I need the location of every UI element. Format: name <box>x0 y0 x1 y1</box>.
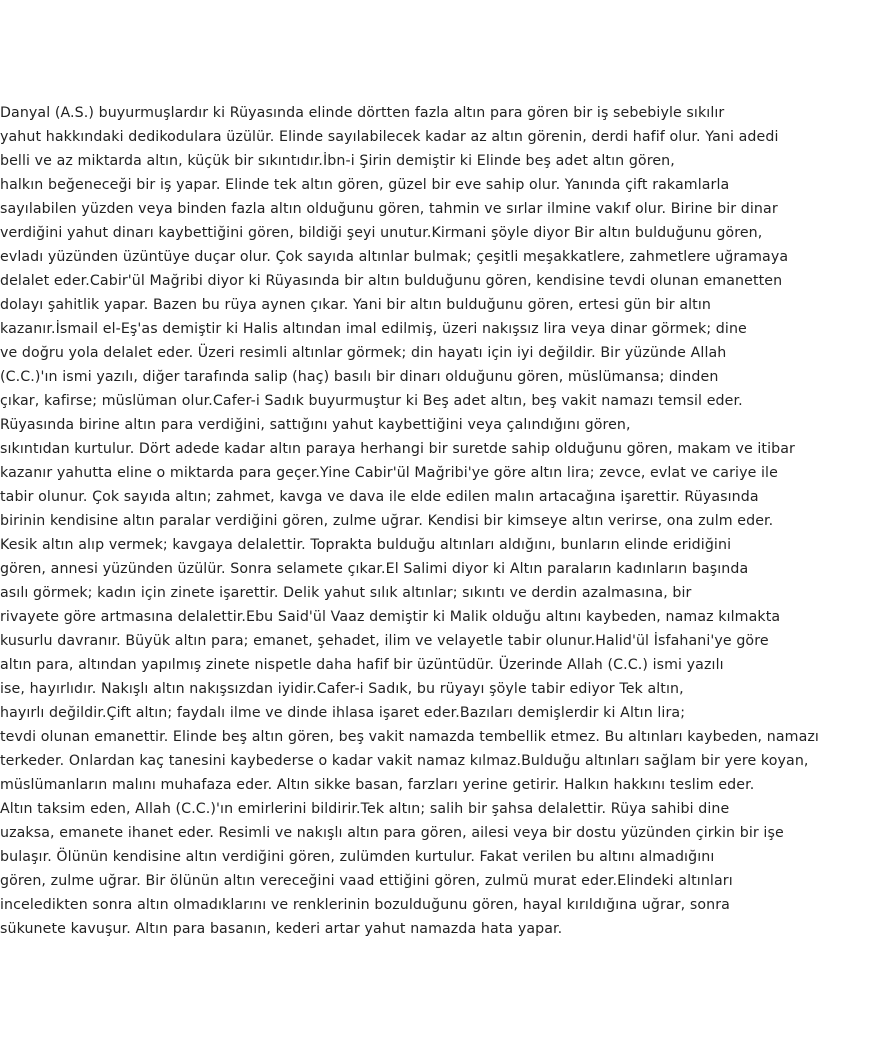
text-line: tevdi olunan emanettir. Elinde beş altın gören, beş vakit namazda tembellik etmez. Bu altınları kaybeden, namazı <box>0 729 819 745</box>
text-line: evladı yüzünden üzüntüye duçar olur. Çok sayıda altınlar bulmak; çeşitli meşakkatlere, zahmetlere uğramaya <box>0 249 789 265</box>
text-line: tabir olunur. Çok sayıda altın; zahmet, kavga ve dava ile elde edilen malın artacağına işarettir. Rüyasında <box>0 489 759 505</box>
text-line: altın para, altından yapılmış zinete nispetle daha hafif bir üzüntüdür. Üzerinde Allah (C.C.) ismi yazılı <box>0 657 724 673</box>
text-line: hayırlı değildir.Çift altın; faydalı ilme ve dinde ihlasa işaret eder.Bazıları demişlerdir ki Altın lira; <box>0 705 686 721</box>
text-line: sıkıntıdan kurtulur. Dört adede kadar altın paraya herhangi bir suretde sahip olduğunu gören, makam ve itibar <box>0 441 795 457</box>
text-line: gören, annesi yüzünden üzülür. Sonra selamete çıkar.El Salimi diyor ki Altın paraların kadınların başında <box>0 561 749 577</box>
text-line: kazanır.İsmail el-Eş'as demiştir ki Halis altından imal edilmiş, üzeri nakışsız lira veya dinar görmek; dine <box>0 321 747 337</box>
text-line: terkeder. Onlardan kaç tanesini kaybederse o kadar vakit namaz kılmaz.Bulduğu altınları sağlam bir yere koyan, <box>0 753 809 769</box>
text-line: delalet eder.Cabir'ül Mağribi diyor ki Rüyasında bir altın bulduğunu gören, kendisine tevdi olunan emanetten <box>0 273 783 289</box>
text-line: kazanır yahutta eline o miktarda para geçer.Yine Cabir'ül Mağribi'ye göre altın lira; zevce, evlat ve cariye ile <box>0 465 778 481</box>
text-line: (C.C.)'ın ismi yazılı, diğer tarafında salip (haç) basılı bir dinarı olduğunu gören, müslümansa; dinden <box>0 369 719 385</box>
text-line: Rüyasında birine altın para verdiğini, sattığını yahut kaybettiğini veya çalındığını gören, <box>0 417 631 433</box>
text-line: kusurlu davranır. Büyük altın para; emanet, şehadet, ilim ve velayetle tabir olunur.Halid'ül İsfahani'ye göre <box>0 633 769 649</box>
text-line: Kesik altın alıp vermek; kavgaya delalettir. Toprakta bulduğu altınları aldığını, bunların elinde eridiğini <box>0 537 732 553</box>
article-body <box>0 101 880 941</box>
text-line: ve doğru yola delalet eder. Üzeri resimli altınlar görmek; din hayatı için iyi değildir. Bir yüzünde Allah <box>0 345 727 361</box>
text-line: Danyal (A.S.) buyurmuşlardır ki Rüyasında elinde dörtten fazla altın para gören bir iş sebebiyle sıkılır <box>0 105 725 121</box>
text-line: halkın beğeneceği bir iş yapar. Elinde tek altın gören, güzel bir eve sahip olur. Yanında çift rakamlarla <box>0 177 730 193</box>
text-line: verdiğini yahut dinarı kaybettiğini gören, bildiği şeyi unutur.Kirmani şöyle diyor Bir altın bulduğunu gören, <box>0 225 763 241</box>
text-line: sükunete kavuşur. Altın para basanın, kederi artar yahut namazda hata yapar. <box>0 921 563 937</box>
text-line: ise, hayırlıdır. Nakışlı altın nakışsızdan iyidir.Cafer-i Sadık, bu rüyayı şöyle tabir ediyor Tek altın, <box>0 681 684 697</box>
text-line: inceledikten sonra altın olmadıklarını ve renklerinin bozulduğunu gören, hayal kırıldığına uğrar, sonra <box>0 897 730 913</box>
text-line: Altın taksim eden, Allah (C.C.)'ın emirlerini bildirir.Tek altın; salih bir şahsa delalettir. Rüya sahibi dine <box>0 801 730 817</box>
text-line: sayılabilen yüzden veya binden fazla altın olduğunu gören, tahmin ve sırlar ilmine vakıf olur. Birine bir dinar <box>0 201 778 217</box>
text-line: bulaşır. Ölünün kendisine altın verdiğini gören, zulümden kurtulur. Fakat verilen bu altını almadığını <box>0 849 715 865</box>
text-line: yahut hakkındaki dedikodulara üzülür. Elinde sayılabilecek kadar az altın görenin, derdi hafif olur. Yani adedi <box>0 129 779 145</box>
text-line: dolayı şahitlik yapar. Bazen bu rüya aynen çıkar. Yani bir altın bulduğunu gören, ertesi gün bir altın <box>0 297 711 313</box>
text-line: çıkar, kafirse; müslüman olur.Cafer-i Sadık buyurmuştur ki Beş adet altın, beş vakit namazı temsil eder. <box>0 393 743 409</box>
text-line: gören, zulme uğrar. Bir ölünün altın vereceğini vaad ettiğini gören, zulmü murat eder.Elindeki altınları <box>0 873 733 889</box>
text-line: asılı görmek; kadın için zinete işarettir. Delik yahut sılık altınlar; sıkıntı ve derdin azalmasına, bir <box>0 585 692 601</box>
text-line: rivayete göre artmasına delalettir.Ebu Said'ül Vaaz demiştir ki Malik olduğu altını kaybeden, namaz kılmakta <box>0 609 781 625</box>
text-line: birinin kendisine altın paralar verdiğini gören, zulme uğrar. Kendisi bir kimseye altın verirse, ona zulm eder. <box>0 513 774 529</box>
text-line: müslümanların malını muhafaza eder. Altın sikke basan, farzları yerine getirir. Halkın hakkını teslim eder. <box>0 777 755 793</box>
text-line: uzaksa, emanete ihanet eder. Resimli ve nakışlı altın para gören, ailesi veya bir dostu yüzünden çirkin bir işe <box>0 825 784 841</box>
text-line: belli ve az miktarda altın, küçük bir sıkıntıdır.İbn-i Şirin demiştir ki Elinde beş adet altın gören, <box>0 153 675 169</box>
